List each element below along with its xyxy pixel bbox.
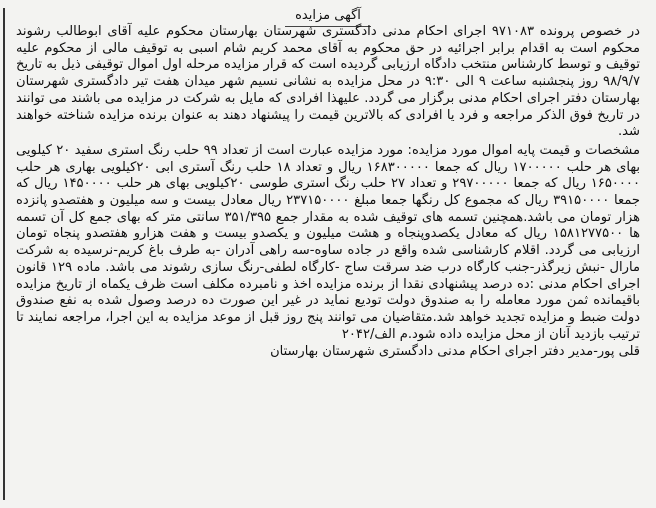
notice-title: آگهی مزایده <box>285 6 371 27</box>
notice-body <box>16 24 640 343</box>
notice-signature: قلی پور-مدیر دفتر اجرای احکام مدنی دادگستری شهرستان بهارستان <box>270 344 640 360</box>
notice-paragraph-intro: در خصوص پرونده ۹۷۱۰۸۳ اجرای احکام مدنی دادگستری شهرستان بهارستان محکوم علیه آقای ابوطالب رشوند محکوم است به اقدام برابر اجرائیه در حق محکوم به آقای محمد کریم شام اسبی به توقیف مالی از محکوم علیه توقیف و توسط کارشناس منتخب دادگاه ارزیابی گردیده است که قرار مزایده مرحله اول اموال توقیفی ذیل به تاریخ ۹۸/۹/۷ روز پنجشنبه ساعت ۹ الی ۹:۳۰ در محل مزایده به نشانی نسیم شهر میدان هفت تیر دادگستری شهرستان بهارستان دفتر اجرای احکام مدنی برگزار می گردد. علیهذا افرادی که مایل به شرکت در مزایده می باشند می توانند در تاریخ فوق الذکر مراجعه و فرد یا افرادی که بالاترین قیمت را پیشنهاد دهند به عنوان برنده مزایده شناخته خواهند شد. <box>16 24 640 140</box>
title-row <box>16 4 640 24</box>
page-border <box>3 8 9 500</box>
notice-paragraph-details: مشخصات و قیمت پایه اموال مورد مزایده: مورد مزایده عبارت است از تعداد ۹۹ حلب رنگ استری سفید ۲۰ کیلویی بهای هر حلب ۱۷۰۰۰۰۰ ریال که جمعا ۱۶۸۳۰۰۰۰۰ ریال و تعداد ۱۸ حلب رنگ آستری ابی ۲۰کیلویی بهاری هر حلب ۱۶۵۰۰۰۰ ریال که جمعا ۲۹۷۰۰۰۰۰ و تعداد ۲۷ حلب رنگ استری طوسی ۲۰کیلویی بهای هر حلب ۱۴۵۰۰۰۰ ریال که جمعا ۳۹۱۵۰۰۰۰ ریال که مجموع کل رنگها جمعا مبلغ ۲۳۷۱۵۰۰۰۰ ریال معادل بیست و سه میلیون و هفتصدو پانزده هزار تومان می باشد.همچنین تسمه های توقیف شده به مقدار جمع ۳۵۱/۳۹۵ سانتی متر که بهای جمع کل آن تسمه ها ۱۵۸۱۲۷۷۵۰۰ ریال که معادل یکصدوپنجاه و هشت میلیون و یکصدو بیست و هفت هزارو هفتصدو پنجاه تومان ارزیابی می گردد. اقلام کارشناسی شده واقع در جاده ساوه-سه راهی آدران -به طرف باغ کریم-نرسیده به شرکت مارال -نبش زیرگذر-جنب کارگاه درب ضد سرقت ساج -کارگاه لطفی-رنگ سازی رشوند می باشد. ماده ۱۲۹ قانون اجرای احکام مدنی :ده درصد پیشنهادی نقدا از برنده مزایده اخذ و نامبرده مکلف است ظرف یکماه از تاریخ مزایده باقیمانده ثمن مورد معامله را به صندوق دولت تودیع نماید در غیر این صورت ده درصد وصول شده به نفع صندوق دولت ضبط و مزایده تجدید خواهد شد.متقاضیان می توانند پنج روز قبل از موعد مزایده به این اجرا، مراجعه نمایند تا ترتیب بازدید آنان از محل مزایده داده شود.م الف/۲۰۴۲ <box>16 142 641 342</box>
